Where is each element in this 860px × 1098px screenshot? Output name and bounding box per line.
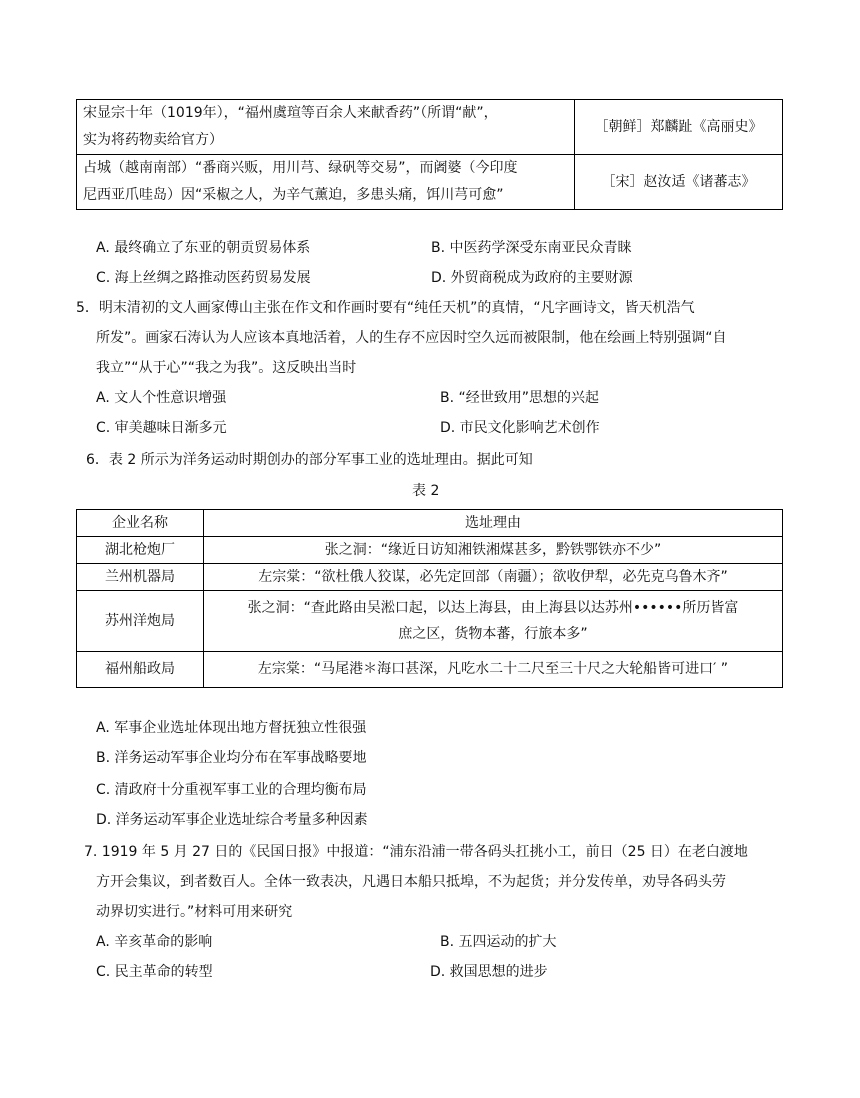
table-row <box>77 155 783 210</box>
table-cell-name: 兰州机器局 <box>77 564 204 591</box>
table-cell-quote: 宋显宗十年（1019年），“福州虞瑄等百余人来献香药”（所谓“献”， 实为将药物卖给官方） <box>77 100 575 155</box>
table-header-row <box>77 510 783 537</box>
q6-option-a: A. 军事企业选址体现出地方督抚独立性很强 <box>96 720 367 736</box>
column-header-reason: 选址理由 <box>204 510 783 537</box>
table-cell-reason: 张之洞：“缘近日访知湘铁湘煤甚多，黔铁鄂铁亦不少” <box>204 537 783 564</box>
table-row <box>77 564 783 591</box>
q5-stem-line: 我立”“从于心”“我之为我”。这反映出当时 <box>96 360 357 376</box>
table-cell-reason: 左宗棠：“马尾港＊海口甚深，凡吃水二十二尺至三十尺之大轮船皆可进口′ ” <box>204 652 783 688</box>
q7-stem-line: 动界切实进行。”材料可用来研究 <box>96 904 293 920</box>
table-cell-source: ［宋］赵汝适《诸蕃志》 <box>575 155 783 210</box>
q5-option-b: B. “经世致用”思想的兴起 <box>440 390 600 406</box>
q6-option-c: C. 清政府十分重视军事工业的合理均衡布局 <box>96 782 367 798</box>
table-cell-name: 湖北枪炮厂 <box>77 537 204 564</box>
q5-option-c: C. 审美趣味日渐多元 <box>96 420 227 436</box>
q5-stem-line: 所发”。画家石涛认为人应该本真地活着，人的生存不应因时空久远而被限制，他在绘画上特别强调“自 <box>96 330 727 346</box>
q6-option-d: D. 洋务运动军事企业选址综合考量多种因素 <box>96 812 368 828</box>
source-table <box>76 99 783 210</box>
q4-option-d: D. 外贸商税成为政府的主要财源 <box>431 270 633 286</box>
table-cell-source: ［朝鲜］郑麟趾《高丽史》 <box>575 100 783 155</box>
table-cell-quote: 占城（越南南部）“番商兴贩，用川芎、绿矾等交易”，而阇婆（今印度 尼西亚爪哇岛）因“采椒之人，为辛气薰迫，多患头痛，饵川芎可愈” <box>77 155 575 210</box>
q4-option-c: C. 海上丝绸之路推动医药贸易发展 <box>96 270 311 286</box>
q5-option-a: A. 文人个性意识增强 <box>96 390 227 406</box>
q4-option-b: B. 中医药学深受东南亚民众青睐 <box>431 240 632 256</box>
table-cell-name: 苏州洋炮局 <box>77 591 204 652</box>
q7-option-b: B. 五四运动的扩大 <box>440 934 557 950</box>
q6-option-b: B. 洋务运动军事企业均分布在军事战略要地 <box>96 750 367 766</box>
table-row <box>77 100 783 155</box>
q7-option-c: C. 民主革命的转型 <box>96 964 213 980</box>
table-cell-reason: 张之洞：“查此路由吴淞口起，以达上海县，由上海县以达苏州••••••所历皆富 庶之区，货物本蕃，行旅本多” <box>204 591 783 652</box>
q7-stem-line: 方开会集议，到者数百人。全体一致表决，凡遇日本船只抵埠，不为起货；并分发传单，劝导各码头劳 <box>96 874 726 890</box>
q5-stem-line: 5．明末清初的文人画家傅山主张在作文和作画时要有“纯任天机”的真情，“凡字画诗文，皆天机浩气 <box>76 300 695 316</box>
q5-option-d: D. 市民文化影响艺术创作 <box>440 420 600 436</box>
column-header-name: 企业名称 <box>77 510 204 537</box>
q6-stem: 6．表 2 所示为洋务运动时期创办的部分军事工业的选址理由。据此可知 <box>86 452 533 468</box>
table-row <box>77 591 783 652</box>
table-row <box>77 537 783 564</box>
q7-stem-line: 7. 1919 年 5 月 27 日的《民国日报》中报道：“浦东沿浦一带各码头扛挑小工，前日（25 日）在老白渡地 <box>84 844 748 860</box>
site-selection-table <box>76 509 783 688</box>
table-cell-name: 福州船政局 <box>77 652 204 688</box>
table-cell-reason: 左宗棠：“欲杜俄人狡谋，必先定回部（南疆）；欲收伊犁，必先克乌鲁木齐” <box>204 564 783 591</box>
table-row <box>77 652 783 688</box>
q4-option-a: A. 最终确立了东亚的朝贡贸易体系 <box>96 240 311 256</box>
q7-option-a: A. 辛亥革命的影响 <box>96 934 213 950</box>
table-caption: 表 2 <box>412 483 440 499</box>
q7-option-d: D. 救国思想的进步 <box>430 964 548 980</box>
